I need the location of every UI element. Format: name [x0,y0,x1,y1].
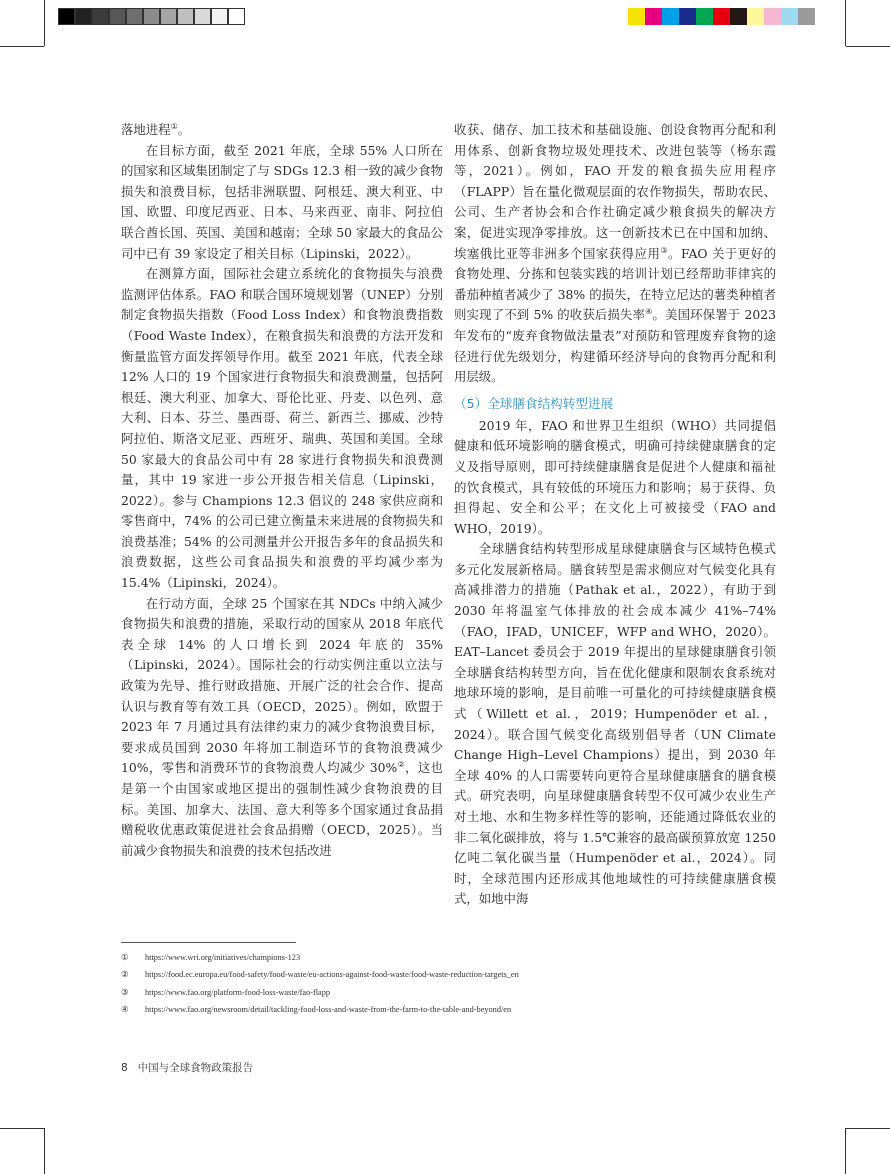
footnote-number: ② [121,970,129,980]
footnote-ref: ① [170,121,178,131]
gray-swatch [177,8,194,25]
crop-mark [846,46,890,47]
footnote-url[interactable]: https://www.fao.org/newsroom/detail/tackling-food-loss-and-waste-from-the-farm-to-the-table-and-beyond/en [145,1005,512,1015]
crop-mark [846,1128,890,1129]
gray-swatch [143,8,160,25]
paragraph [454,416,776,540]
footnote-ref: ② [397,760,406,770]
paragraph-text: 全球膳食结构转型形成星球健康膳食与区域特色模式多元化发展新格局。膳食转型是需求侧应对气候变化具有高减排潜力的措施（Pathak et al.，2022），有助于到 2030 年将温室气体排放的社会成本减少 41%–74%（FAO，IFAD，UNICEF，WFP and WHO，2020）。EAT–Lancet 委员会于 2019 年提出的星球健康膳食引领全球膳食结构转型方向，旨在优化健康和限制农食系统对地球环境的影响，是目前唯一可量化的可持续健康膳食模式（Willett et al.，2019；Humpenöder et al.，2024）。联合国气候变化高级别倡导者（UN Climate Change High–Level Champions）提出，到 2030 年全球 40% 的人口需要转向更符合星球健康膳食的膳食模式。研究表明，向星球健康膳食转型不仅可减少农业生产对土地、水和生物多样性等的影响，还能通过降低农业的非二氧化碳排放，将与 1.5℃兼容的最高碳预算放宽 1250 亿吨二氧化碳当量（Humpenöder et al.，2024）。同时，全球范围内还形成其他地域性的可持续健康膳食模式，如地中海 [454,541,776,907]
page-number: 8 [121,1062,128,1074]
footnote-number: ④ [121,1005,129,1015]
crop-mark [44,1128,45,1174]
crop-mark [0,46,44,47]
gray-swatch [228,8,245,25]
gray-swatch [75,8,92,25]
footnote-url[interactable]: https://www.wri.org/initiatives/champions-123 [145,953,301,962]
paragraph-text: 2019 年，FAO 和世界卫生组织（WHO）共同提倡健康和低环境影响的膳食模式，明确可持续健康膳食的定义及指导原则，即可持续健康膳食是促进个人健康和福祉的饮食模式，具有较低的环境压力和影响；易于获得、负担得起、安全和公平；在文化上可被接受（FAO and WHO，2019）。 [454,417,776,536]
paragraph [454,120,776,388]
paragraph-text: 在测算方面，国际社会建立系统化的食物损失与浪费监测评估体系。FAO 和联合国环境规划署（UNEP）分别制定食物损失指数（Food Loss Index）和食物浪费指数（Food Waste Index），在粮食损失和浪费的方法开发和衡量监管方面发挥领导作用。截至 2021 年底，代表全球 12% 人口的 19 个国家进行食物损失和浪费测量，包括阿根廷、澳大利亚、加拿大、哥伦比亚、丹麦、以色列、意大利、日本、芬兰、墨西哥、荷兰、新西兰、挪威、沙特阿拉伯、斯洛文尼亚、西班牙、瑞典、英国和美国。全球 50 家最大的食品公司中有 28 家进行食物损失和浪费测量，其中 19 家进一步公开报告相关信息（Lipinski，2022）。参与 Champions 12.3 倡议的 248 家供应商和零售商中，74% 的公司已建立衡量未来进展的食物损失和浪费基准；54% 的公司测量并公开报告多年的食品损失和浪费数据，这些公司食品损失和浪费的平均减少率为 15.4%（Lipinski，2024）。 [121,266,443,591]
footnote-item [121,1001,781,1018]
paragraph [454,539,776,910]
paragraph [121,141,443,265]
grayscale-calibration-bar [58,8,245,25]
color-swatch [628,8,645,25]
footnote-item [121,984,781,1001]
paragraph-text: 在行动方面，全球 25 个国家在其 NDCs 中纳入减少食物损失和浪费的措施，采取行动的国家从 2018 年底代表全球 14% 的人口增长到 2024 年底的 35%（Lipinski，2024）。国际社会的行动实例注重以立法与政策为先导、推行财政措施、开展广泛的社会合作、提高认识与教育等有效工具（OECD，2025）。例如，欧盟于 2023 年 7 月通过具有法律约束力的减少食物浪费目标，要求成员国到 2030 年将加工制造环节的食物浪费减少 10%，零售和消费环节的食物浪费人均减少 30% [121,595,443,776]
color-swatch [764,8,781,25]
color-swatch [679,8,696,25]
footnote-ref: ③ [660,245,669,255]
report-title: 中国与全球食物政策报告 [137,1062,254,1074]
paragraph-text: 落地进程 [121,122,171,137]
paragraph [121,264,443,594]
footnote-url[interactable]: https://food.ec.europa.eu/food-safety/food-waste/eu-actions-against-food-waste/food-waste-reduction-targets_en [145,970,519,980]
gray-swatch [160,8,177,25]
gray-swatch [58,8,75,25]
paragraph-text: ，这也是第一个由国家或地区提出的强制性减少食物浪费的目标。美国、加拿大、法国、意大利等多个国家通过食品捐赠税收优惠政策促进社会食品捐赠（OECD，2025）。当前减少食物损失和浪费的技术包括改进 [121,760,444,858]
footnote-item [121,966,781,983]
footnote-divider [121,942,296,943]
paragraph-text: 。 [177,122,191,137]
footnote-number: ③ [121,987,129,997]
gray-swatch [194,8,211,25]
section-heading: （5）全球膳食结构转型进展 [454,395,614,411]
page-footer [121,1060,253,1075]
footnote-number: ① [121,953,129,962]
gray-swatch [211,8,228,25]
right-text-column [454,120,776,910]
crop-mark [0,1128,44,1129]
footnote-url[interactable]: https://www.fao.org/platform-food-loss-waste/fao-flapp [145,987,331,997]
paragraph-text: 收获、储存、加工技术和基础设施、创设食物再分配和利用体系、创新食物垃圾处理技术、改进包装等（杨东霞等，2021）。例如，FAO 开发的粮食损失应用程序（FLAPP）旨在量化微观层面的农作物损失，帮助农民、公司、生产者协会和合作社确定减少粮食损失的解决方案，促进实现净零排放。这一创新技术已在中国和加纳、埃塞俄比亚等非洲多个国家获得应用 [454,122,776,261]
paragraph-text: 在目标方面，截至 2021 年底，全球 55% 人口所在的国家和区域集团制定了与 SDGs 12.3 相一致的减少食物损失和浪费目标，包括非洲联盟、阿根廷、澳大利亚、中国、欧盟、印度尼西亚、日本、马来西亚、南非、阿拉伯联合酋长国、英国、美国和越南；全球 50 家最大的食品公司中已有 39 家设定了相关目标（Lipinski，2022）。 [121,142,443,261]
left-text-column [121,120,443,861]
paragraph [121,120,443,141]
footnote-item [121,949,781,966]
paragraph-text: 。FAO 关于更好的食物处理、分拣和包装实践的培训计划已经帮助菲律宾的番茄种植者减少了 38% 的损失，在特立尼达的薯类种植者则实现了不到 5% 的收获后损失率 [454,245,776,323]
color-swatch [662,8,679,25]
paragraph [121,594,443,862]
color-swatch [696,8,713,25]
crop-mark [845,0,846,46]
color-swatch [730,8,747,25]
crop-mark [845,1128,846,1174]
color-calibration-bar [628,8,815,25]
footnote-ref: ④ [645,307,653,317]
footnotes [121,949,781,1019]
gray-swatch [109,8,126,25]
color-swatch [781,8,798,25]
color-swatch [798,8,815,25]
crop-mark [44,0,45,46]
color-swatch [713,8,730,25]
paragraph-text: 。美国环保署于 2023 年发布的“废弃食物做法量表”对预防和管理废弃食物的途径进行优先级划分，构建循环经济导向的食物再分配和利用层级。 [454,307,776,385]
color-swatch [747,8,764,25]
color-swatch [645,8,662,25]
gray-swatch [92,8,109,25]
gray-swatch [126,8,143,25]
